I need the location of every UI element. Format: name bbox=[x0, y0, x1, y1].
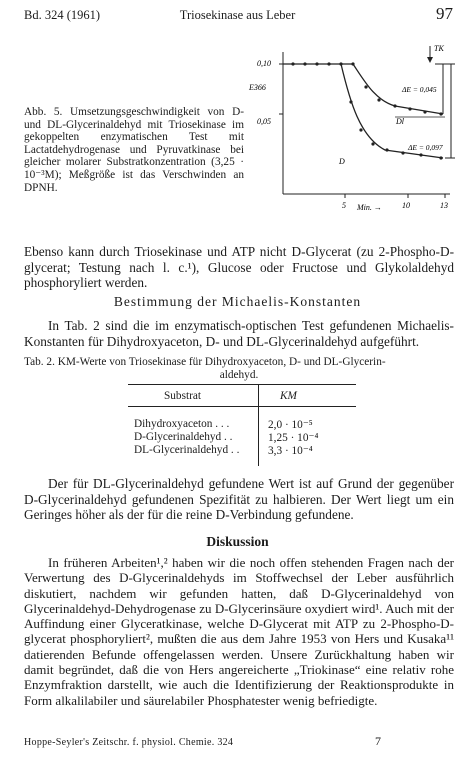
curve-dl-label: Dl bbox=[396, 117, 404, 126]
paragraph-1: Ebenso kann durch Triosekinase und ATP nicht D-Glycerat (zu 2-Phospho-D-glycerat; Testung nach l. c.¹), Glucose oder Fructose und Glykolaldehyd phosphoryliert werden. bbox=[24, 244, 454, 291]
paragraph-3: Der für DL-Glycerinaldehyd gefundene Wert ist auf Grund der gegenüber D-Glycerinaldehyd gefundenen Spezifität zu halbieren. Der Wert liegt um ein Geringes höher als der für die reine D-Verbindung gefundene. bbox=[24, 476, 454, 523]
table-row-1-km: 2,0 · 10⁻⁵ bbox=[268, 419, 313, 431]
table-header-rule bbox=[128, 406, 356, 407]
footer-sheet-number: 7 bbox=[375, 734, 381, 748]
running-header-title: Triosekinase aus Leber bbox=[179, 8, 296, 22]
tk-arrowhead bbox=[427, 57, 433, 63]
figure-5-plot bbox=[245, 42, 465, 232]
section-title-michaelis: Bestimmung der Michaelis-Konstanten bbox=[113, 294, 362, 309]
delta-e1-label: ΔE = 0,045 bbox=[402, 85, 437, 94]
y-axis-label: E366 bbox=[249, 83, 266, 92]
section-title-diskussion: Diskussion bbox=[206, 534, 269, 549]
table-row-2-km: 1,25 · 10⁻⁴ bbox=[268, 432, 319, 444]
y-label-top: 0,10 bbox=[257, 59, 271, 68]
table-top-rule bbox=[128, 384, 356, 385]
paragraph-4: In früheren Arbeiten¹,² haben wir die noch offen stehenden Fragen nach der Verwertung des D-Glycerinaldehyds im Stoffwechsel der Leber ausführlich diskutiert, nachdem wir gefunden hatten, daß D-Glycerinaldehyd von Glycerinaldehyd-Dehydrogenase zu D-Glycerinsäure oxydiert wird¹. Auch mit der Auffindung einer Glyceratkinase, welche D-Glycerat mit ATP zu 2-Phospho-D-glycerat phosphoryliert², mußten die aus dem Jahre 1953 von Hers und Kusaka¹¹ datierenden Befunde offengelassen werden. Unsere Zurückhaltung haben wir damit begründet, daß die von Hers angereicherte „Triokinase“ eine relativ rohe Enzymfraktion darstellt, wie auch die Identifizierung der Reaktionsprodukte in Form alkalilabiler und säurelabiler Phosphatester wenig befriedigte. bbox=[24, 555, 454, 708]
page-number: 97 bbox=[436, 4, 453, 23]
curve-d-label: D bbox=[339, 157, 345, 166]
table-row-2-substrat: D-Glycerinaldehyd . . bbox=[134, 431, 233, 443]
running-header-left: Bd. 324 (1961) bbox=[24, 8, 101, 22]
table-row-3-substrat: DL-Glycerinaldehyd . . bbox=[134, 444, 240, 456]
col-header-substrat: Substrat bbox=[164, 390, 202, 402]
footer-journal: Hoppe-Seyler's Zeitschr. f. physiol. Chemie. 324 bbox=[24, 737, 234, 748]
y-label-mid: 0,05 bbox=[257, 117, 271, 126]
table-column-rule bbox=[258, 384, 259, 466]
table-caption-line1: Tab. 2. KM-Werte von Triosekinase für Dihydroxyaceton, D- und DL-Glycerin- bbox=[24, 356, 386, 368]
delta-e2-label: ΔE = 0,097 bbox=[408, 143, 443, 152]
tk-label: TK bbox=[434, 44, 444, 53]
col-header-km: KM bbox=[280, 390, 297, 402]
x-tick-label-10: 10 bbox=[402, 201, 410, 210]
table-row-1-substrat: Dihydroxyaceton . . . bbox=[134, 418, 230, 430]
x-tick-label-5: 5 bbox=[342, 201, 346, 210]
table-caption bbox=[24, 356, 454, 382]
x-tick-label-13: 13 bbox=[440, 201, 448, 210]
figure-caption: Abb. 5. Umsetzungsgeschwindigkeit von D- und DL-Glycerinaldehyd mit Triosekinase im gekoppelten enzymatischen Test mit Lactatdehydrogenase und Pyruvatkinase bei gleicher molarer Substratkonzentration (3,25 · 10⁻³M); Meßgröße ist das Verschwinden an DPNH. bbox=[24, 106, 244, 194]
x-axis-unit: Min. → bbox=[357, 203, 382, 212]
table-row-3-km: 3,3 · 10⁻⁴ bbox=[268, 445, 313, 457]
table-caption-line2: aldehyd. bbox=[219, 369, 259, 381]
paragraph-2: In Tab. 2 sind die im enzymatisch-optischen Test gefundenen Michaelis-Konstanten für Dihydroxyaceton, D- und DL-Glycerinaldehyd aufgeführt. bbox=[24, 318, 454, 349]
